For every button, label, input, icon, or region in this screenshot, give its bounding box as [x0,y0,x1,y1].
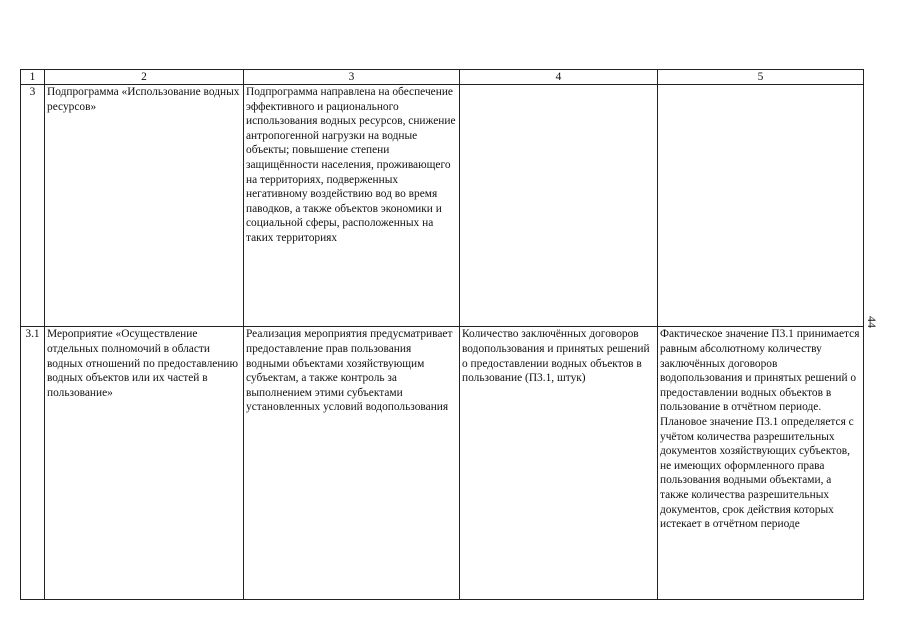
row-indicator: Количество заключённых договоров водопользования и принятых решений о предоставлении водных объектов в пользование (П3.1, штук) [460,327,658,600]
row-indicator [460,85,658,327]
row-number: 3.1 [21,327,45,600]
table-header-row [21,70,864,85]
row-description: Подпрограмма направлена на обеспечение эффективного и рационального использования водных ресурсов, снижение антропогенной нагрузки на водные объекты; повышение степени защищённости населения, проживающего на территориях, подверженных негативному воздействию вод во время паводков, а также объектов экономики и социальной сферы, расположенных на таких территориях [244,85,460,327]
header-col-2: 2 [45,70,244,85]
row-method: Фактическое значение П3.1 принимается равным абсолютному количеству заключённых договоров водопользования и принятых решений о предоставлении водных объектов в пользование в отчётном периоде. Плановое значение П3.1 определяется с учётом количества разрешительных документов хозяйствующих субъектов, не имеющих оформленного права пользования водными объектами, а также количества разрешительных документов, срок действия которых истекает в отчётном периоде [658,327,864,600]
row-name: Мероприятие «Осуществление отдельных полномочий в области водных отношений по предоставлению водных объектов или их частей в пользование» [45,327,244,600]
header-col-4: 4 [460,70,658,85]
header-col-1: 1 [21,70,45,85]
row-description: Реализация мероприятия предусматривает предоставление прав пользования водными объектами хозяйствующим субъектам, а также контроль за выполнением этими субъектами установленных условий водопользования [244,327,460,600]
program-table [20,69,864,600]
table-row [21,327,864,600]
row-method [658,85,864,327]
row-number: 3 [21,85,45,327]
page-number: 44 [865,316,879,328]
row-name: Подпрограмма «Использование водных ресурсов» [45,85,244,327]
table-row [21,85,864,327]
header-col-5: 5 [658,70,864,85]
header-col-3: 3 [244,70,460,85]
